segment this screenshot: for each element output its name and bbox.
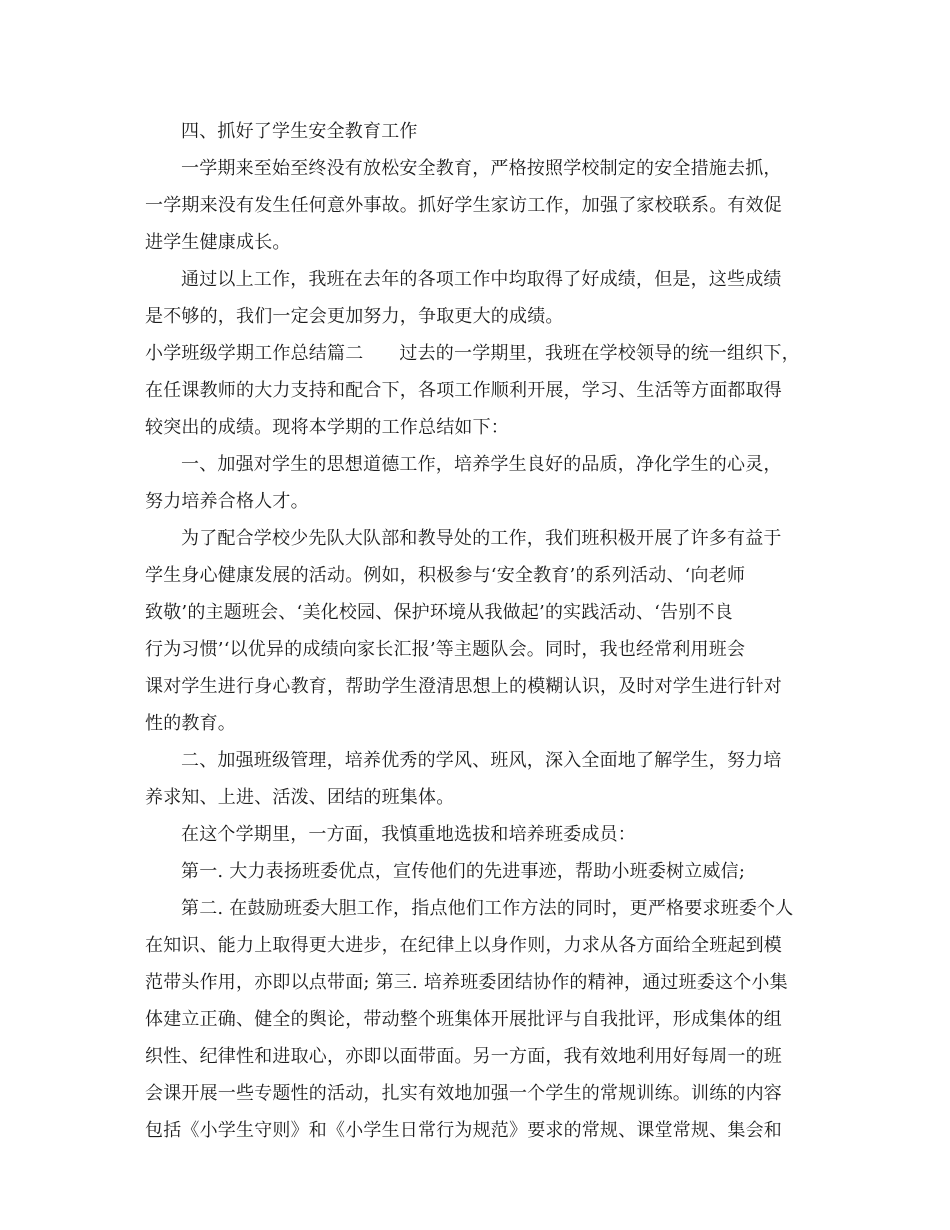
text-line: 一学期来至始至终没有放松安全教育，严格按照学校制定的安全措施去抓，: [181, 158, 782, 179]
paragraph-gap: [145, 739, 805, 746]
text-line: 是不够的，我们一定会更加努力，争取更大的成绩。: [145, 306, 564, 327]
paragraph-gap: [145, 887, 805, 894]
paragraph-gap: [145, 961, 805, 968]
text-line: 在这个学期里，一方面，我慎重地选拔和培养班委成员：: [181, 824, 636, 845]
text-line: 通过以上工作，我班在去年的各项工作中均取得了好成绩，但是，这些成绩: [181, 269, 782, 290]
text-line: 在知识、能力上取得更大进步，在纪律上以身作则，力求从各方面给全班起到模: [145, 935, 782, 956]
paragraph-gap: [145, 221, 805, 228]
paragraph-gap: [145, 1109, 805, 1116]
paragraph-gap: [145, 480, 805, 487]
section-heading-management: 二、加强班级管理，培养优秀的学风、班风，深入全面地了解学生，努力培: [181, 750, 782, 771]
text-line: 行为习惯’‘以优异的成绩向家长汇报’等主题队会。同时，我也经常利用班会: [145, 639, 746, 660]
document-body: [145, 117, 805, 1146]
paragraph-gap: [145, 554, 805, 561]
paragraph-gap: [145, 406, 805, 413]
text-line: 努力培养合格人才。: [145, 491, 309, 512]
text-line: 学生身心健康发展的活动。例如，积极参与‘安全教育’的系列活动、‘向老师: [145, 565, 746, 586]
paragraph-gap: [145, 332, 805, 339]
text-line: 会课开展一些专题性的活动，扎实有效地加强一个学生的常规训练。训练的内容: [145, 1083, 782, 1104]
text-line: 第二. 在鼓励班委大胆工作，指点他们工作方法的同时，更严格要求班委个人: [181, 898, 794, 919]
text-line: 为了配合学校少先队大队部和教导处的工作，我们班积极开展了许多有益于: [181, 528, 782, 549]
text-line: 第一. 大力表扬班委优点，宣传他们的先进事迹，帮助小班委树立威信;: [181, 861, 746, 882]
paragraph-gap: [145, 517, 805, 524]
paragraph-gap: [145, 295, 805, 302]
article-title: 小学班级学期工作总结篇二: [145, 343, 364, 364]
text-line: 范带头作用，亦即以点带面; 第三. 培养班委团结协作的精神，通过班委这个小集: [145, 972, 788, 993]
paragraph-gap: [145, 1035, 805, 1042]
text-line: 致敬’的主题班会、‘美化校园、保护环境从我做起’的实践活动、‘告别不良: [145, 602, 733, 623]
paragraph-gap: [145, 924, 805, 931]
text-line: 养求知、上进、活泼、团结的班集体。: [145, 787, 455, 808]
paragraph-gap: [145, 1072, 805, 1079]
text-line: 体建立正确、健全的舆论，带动整个班集体开展批评与自我批评，形成集体的组: [145, 1009, 782, 1030]
text-line: 织性、纪律性和进取心，亦即以面带面。另一方面，我有效地利用好每周一的班: [145, 1046, 782, 1067]
text-line: 在任课教师的大力支持和配合下，各项工作顺利开展，学习、生活等方面都取得: [145, 380, 782, 401]
paragraph-gap: [145, 628, 805, 635]
paragraph-gap: [145, 147, 805, 154]
text-line: 进学生健康成长。: [145, 232, 291, 253]
paragraph-gap: [145, 591, 805, 598]
paragraph-gap: [145, 369, 805, 376]
text-line: 一学期来没有发生任何意外事故。抓好学生家访工作，加强了家校联系。有效促: [145, 195, 782, 216]
text-line: 较突出的成绩。现将本学期的工作总结如下：: [145, 417, 509, 438]
paragraph-gap: [145, 184, 805, 191]
paragraph-gap: [145, 702, 805, 709]
paragraph-gap: [145, 443, 805, 450]
paragraph-gap: [145, 665, 805, 672]
section-heading-moral: 一、加强对学生的思想道德工作，培养学生良好的品质，净化学生的心灵，: [181, 454, 782, 475]
paragraph-gap: [145, 258, 805, 265]
paragraph-gap: [145, 776, 805, 783]
text-line: 性的教育。: [145, 713, 236, 734]
section-heading-safety: 四、抓好了学生安全教育工作: [181, 121, 418, 142]
paragraph-gap: [145, 998, 805, 1005]
paragraph-gap: [145, 813, 805, 820]
text-line: 包括《小学生守则》和《小学生日常行为规范》要求的常规、课堂常规、集会和: [145, 1120, 782, 1141]
paragraph-gap: [145, 850, 805, 857]
text-line: 课对学生进行身心教育，帮助学生澄清思想上的模糊认识，及时对学生进行针对: [145, 676, 782, 697]
text-line-with-title: [145, 339, 805, 369]
text-fragment: 过去的一学期里，我班在学校领导的统一组织下，: [399, 343, 800, 364]
